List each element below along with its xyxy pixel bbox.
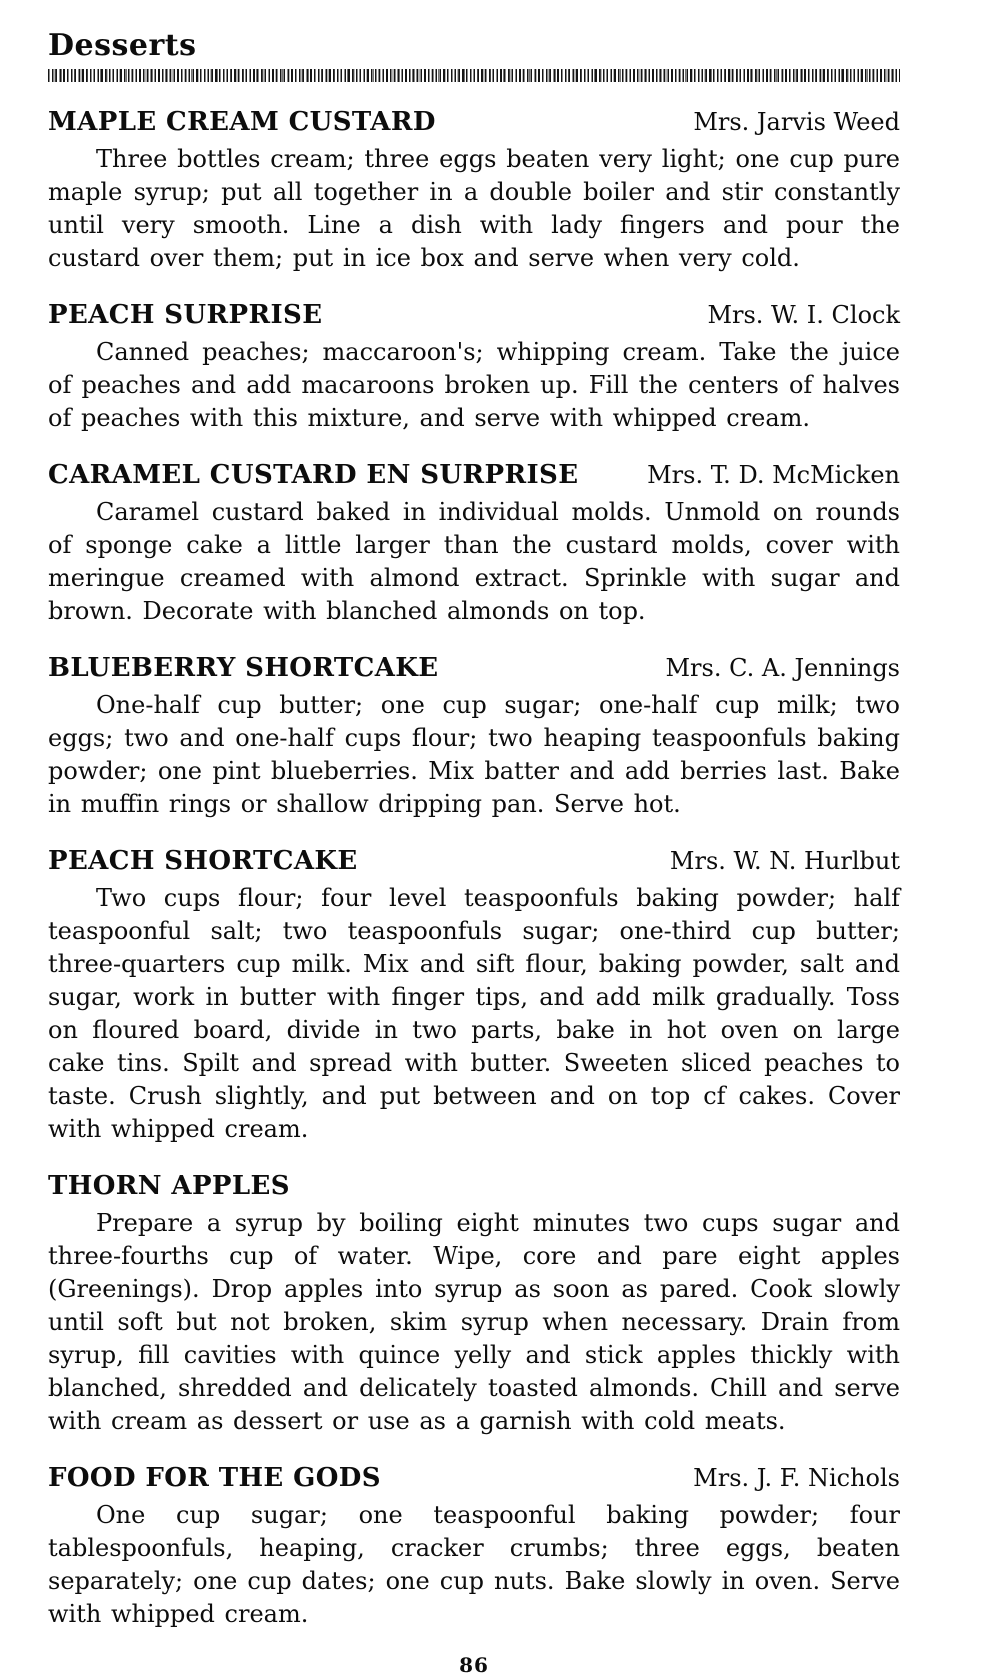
recipe-title: PEACH SHORTCAKE [48, 846, 358, 876]
recipe-head [48, 654, 900, 682]
recipe-title: THORN APPLES [48, 1171, 290, 1201]
recipe-body: One cup sugar; one teaspoonful baking powder; four tablespoonfuls, heaping, cracker crumbs; three eggs, beaten separately; one cup dates; one cup nuts. Bake slowly in oven. Serve with whipped cream. [48, 1501, 900, 1628]
recipe-contributor: Mrs. C. A. Jennings [665, 654, 900, 682]
recipe-body: Caramel custard baked in individual molds. Unmold on rounds of sponge cake a little larger than the custard molds, cover with meringue creamed with almond extract. Sprinkle with sugar and brown. Decorate with blanched almonds on top. [48, 498, 900, 625]
recipe-head [48, 301, 900, 329]
recipe-head [48, 1464, 900, 1492]
recipe-list [48, 108, 900, 1631]
recipe-body: One-half cup butter; one cup sugar; one-half cup milk; two eggs; two and one-half cups flour; two heaping teaspoonfuls baking powder; one pint blueberries. Mix batter and add berries last. Bake in muffin rings or shallow dripping pan. Serve hot. [48, 691, 900, 818]
recipe-body: Three bottles cream; three eggs beaten very light; one cup pure maple syrup; put all together in a double boiler and stir constantly until very smooth. Line a dish with lady fingers and pour the custard over them; put in ice box and serve when very cold. [48, 145, 900, 272]
recipe [48, 108, 900, 275]
recipe-head [48, 108, 900, 136]
recipe [48, 1464, 900, 1631]
recipe-body: Prepare a syrup by boiling eight minutes two cups sugar and three-fourths cup of water. Wipe, core and pare eight apples (Greenings). Drop apples into syrup as soon as pared. Cook slowly until soft but not broken, skim syrup when necessary. Drain from syrup, fill cavities with quince yelly and stick apples thickly with blanched, shredded and delicately toasted almonds. Chill and serve with cream as dessert or use as a garnish with cold meats. [48, 1209, 900, 1435]
recipe-head [48, 1172, 900, 1200]
page-number: 86 [459, 1653, 489, 1677]
recipe [48, 1172, 900, 1438]
recipe-title: BLUEBERRY SHORTCAKE [48, 653, 439, 683]
recipe-title: FOOD FOR THE GODS [48, 1463, 381, 1493]
recipe-contributor: Mrs. W. N. Hurlbut [669, 847, 900, 875]
divider-rule [48, 69, 900, 82]
section-header: Desserts [48, 28, 197, 63]
recipe-contributor: Mrs. J. F. Nichols [693, 1464, 900, 1492]
recipe-title: MAPLE CREAM CUSTARD [48, 107, 436, 137]
recipe-body: Two cups flour; four level teaspoonfuls baking powder; half teaspoonful salt; two teaspoonfuls sugar; one-third cup butter; three-quarters cup milk. Mix and sift flour, baking powder, salt and sugar, work in butter with finger tips, and add milk gradually. Toss on floured board, divide in two parts, bake in hot oven on large cake tins. Spilt and spread with butter. Sweeten sliced peaches to taste. Crush slightly, and put between and on top cf cakes. Cover with whipped cream. [48, 884, 900, 1143]
recipe-title: CARAMEL CUSTARD EN SURPRISE [48, 460, 579, 490]
recipe-contributor: Mrs. W. I. Clock [707, 301, 900, 329]
recipe [48, 847, 900, 1146]
recipe-title: PEACH SURPRISE [48, 300, 323, 330]
recipe [48, 461, 900, 628]
recipe-head [48, 461, 900, 489]
recipe-contributor: Mrs. T. D. McMicken [647, 461, 900, 489]
recipe [48, 654, 900, 821]
recipe [48, 301, 900, 435]
recipe-head [48, 847, 900, 875]
recipe-body: Canned peaches; maccaroon's; whipping cream. Take the juice of peaches and add macaroons broken up. Fill the centers of halves of peaches with this mixture, and serve with whipped cream. [48, 338, 900, 432]
recipe-contributor: Mrs. Jarvis Weed [693, 108, 900, 136]
